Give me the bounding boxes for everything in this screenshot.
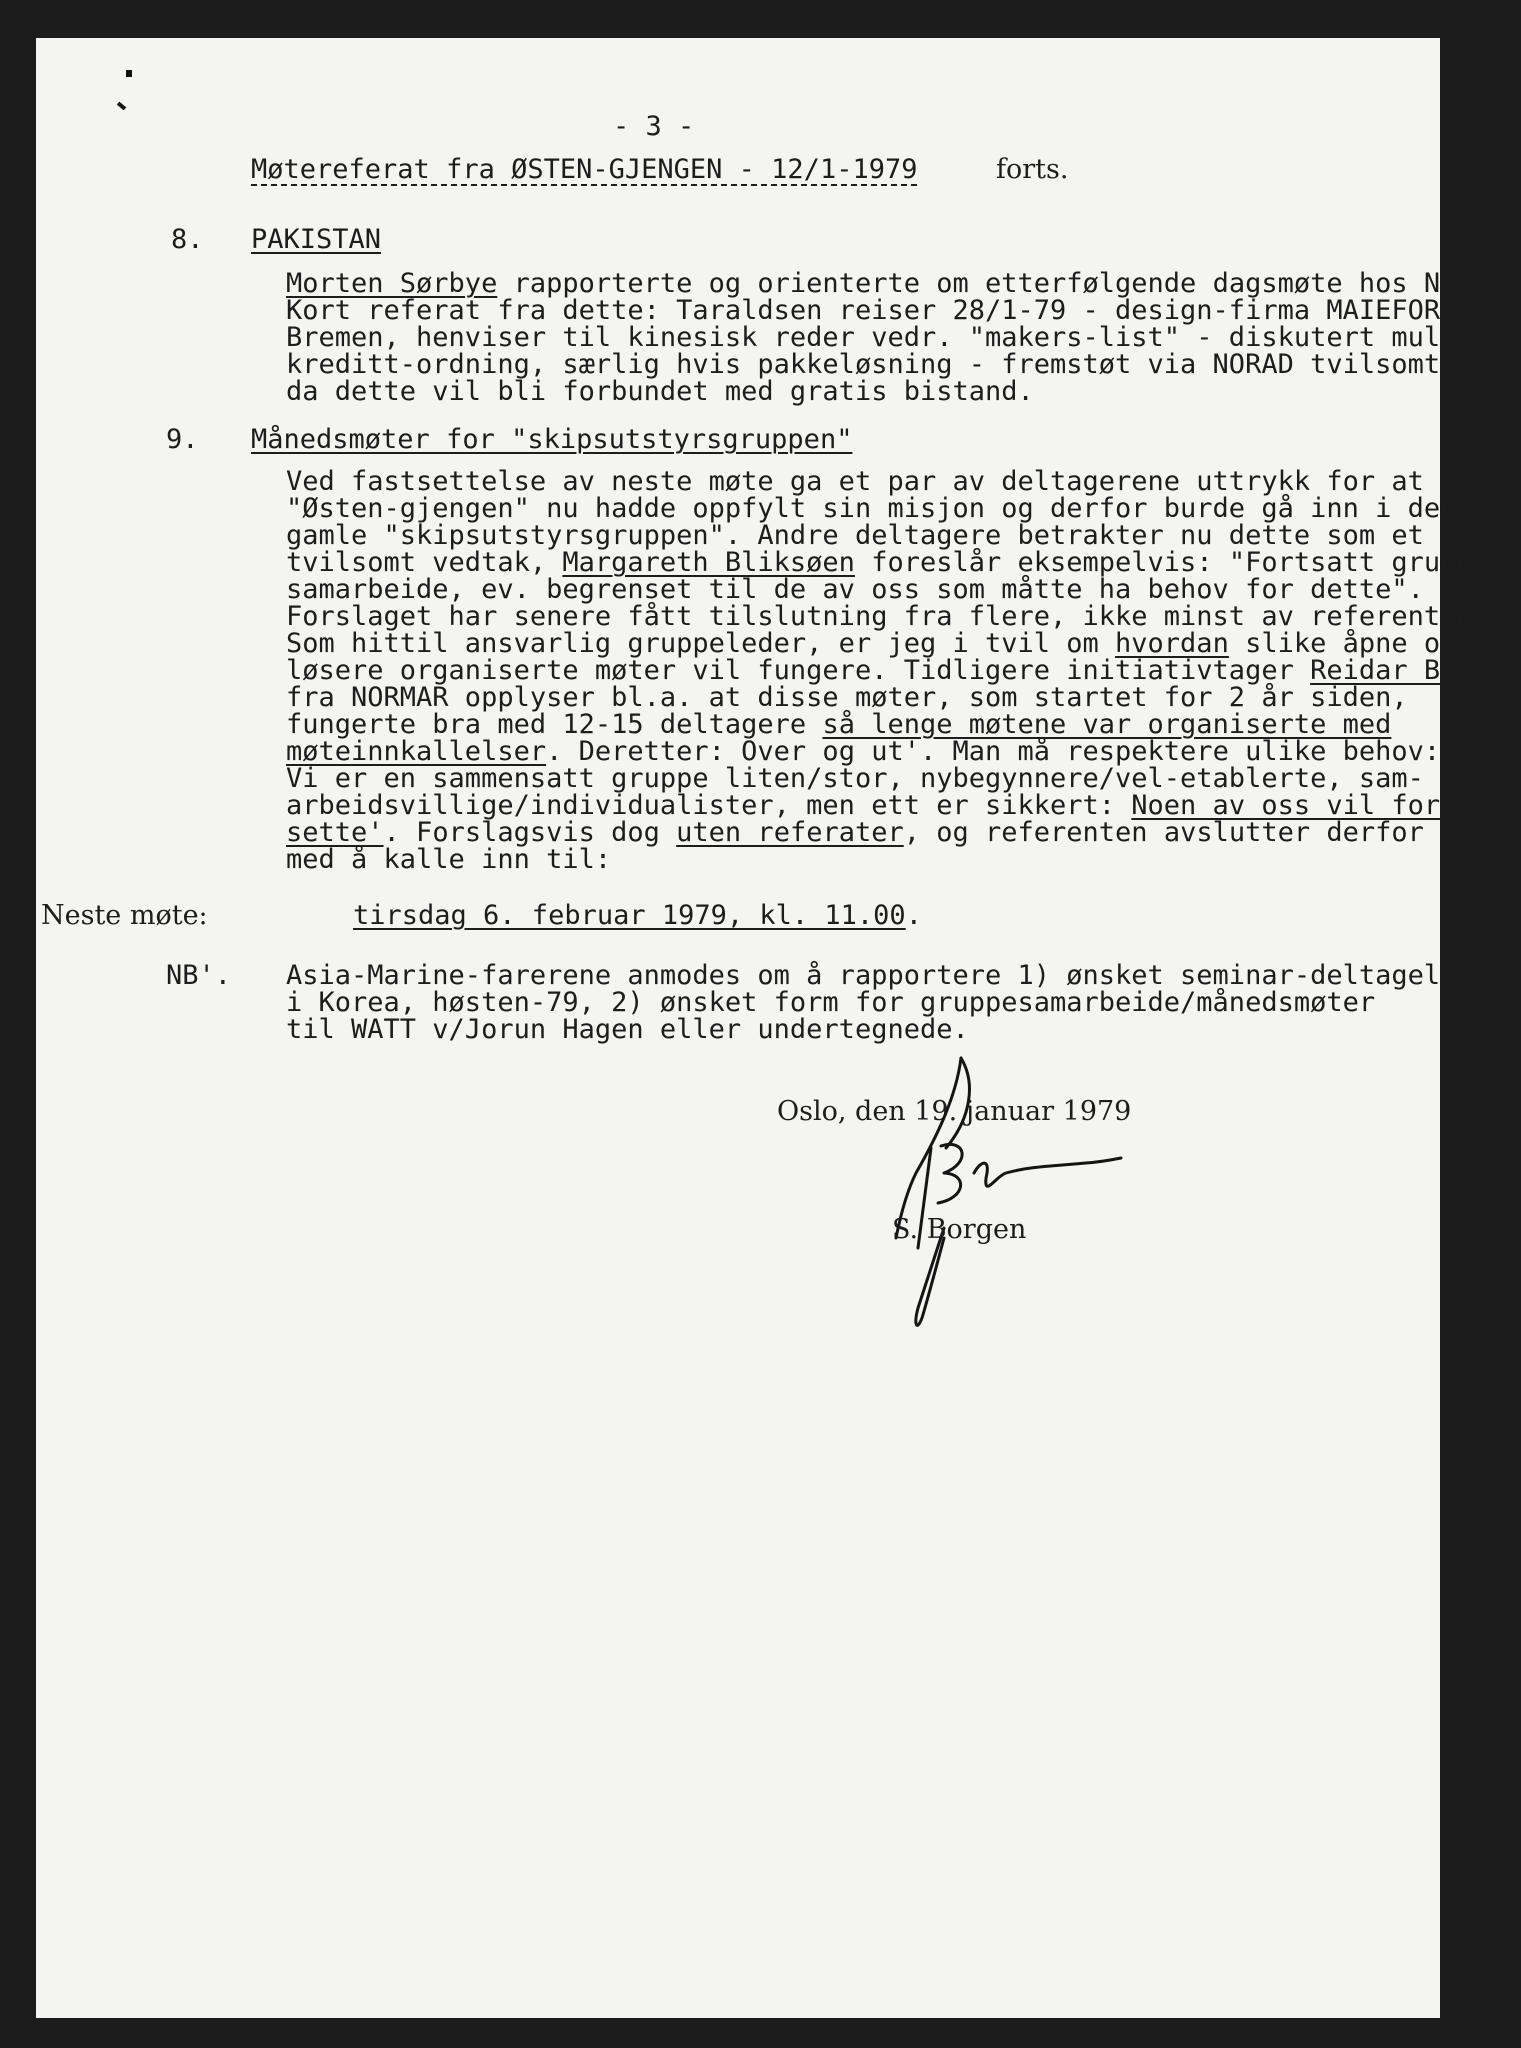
section-9-line: Ved fastsettelse av neste møte ga et par av deltagerene uttrykk for at: [286, 466, 1424, 497]
person-name: Reidar Bratli: [1310, 655, 1521, 686]
section-9-line: arbeidsvillige/individualister, men ett er sikkert: Noen av oss vil fort-: [286, 790, 1473, 821]
section-8-line: Kort referat fra dette: Taraldsen reiser 28/1-79 - design-firma MAIEFORM,: [286, 295, 1473, 326]
person-name: Morten Sørbye: [286, 268, 498, 299]
section-9-line: Vi er en sammensatt gruppe liten/stor, nybegynnere/vel-etablerte, sam-: [286, 763, 1424, 794]
scan-speck: [117, 102, 126, 111]
section-9-line: "Østen-gjengen" nu hadde oppfylt sin misjon og derfor burde gå inn i den: [286, 493, 1457, 524]
section-9-line: Som hittil ansvarlig gruppeleder, er jeg i tvil om hvordan slike åpne og: [286, 628, 1457, 659]
section-9-line: sette'. Forslagsvis dog uten referater, og referenten avslutter derfor: [286, 817, 1424, 848]
person-name: Margareth Bliksøen: [562, 547, 855, 578]
section-9-line: tvilsomt vedtak, Margareth Bliksøen foreslår eksempelvis: "Fortsatt gruppe-: [286, 547, 1506, 578]
section-8-line: da dette vil bli forbundet med gratis bistand.: [286, 376, 1034, 407]
nb-label: NB'.: [166, 960, 232, 991]
section-9-line: fungerte bra med 12-15 deltagere så lenge møtene var organiserte med: [286, 709, 1392, 740]
handwritten-signature: [856, 1038, 1156, 1338]
place-date: Oslo, den 19. januar 1979: [777, 1096, 1132, 1127]
section-9-line: løsere organiserte møter vil fungere. Tidligere initiativtager Reidar Bratli: [286, 655, 1521, 686]
nb-line: Asia-Marine-farerene anmodes om å rapportere 1) ønsket seminar-deltagelse: [286, 960, 1473, 991]
section-9-line: gamle "skipsutstyrsgruppen". Andre deltagere betrakter nu dette som et: [286, 520, 1424, 551]
next-meeting-label: Neste møte:: [41, 900, 208, 931]
section-8-line: Bremen, henviser til kinesisk reder vedr. "makers-list" - diskutert mulig: [286, 322, 1473, 353]
section-8-line: kreditt-ordning, særlig hvis pakkeløsning - fremstøt via NORAD tvilsomt: [286, 349, 1441, 380]
section-9-line: Forslaget har senere fått tilslutning fra flere, ikke minst av referenten.: [286, 601, 1489, 632]
nb-line: til WATT v/Jorun Hagen eller undertegnede.: [286, 1014, 969, 1045]
scan-speck: [126, 70, 132, 77]
nb-line: i Korea, høsten-79, 2) ønsket form for gruppesamarbeide/månedsmøter: [286, 987, 1376, 1018]
section-9-line: møteinnkallelser. Deretter: Over og ut'. Man må respektere ulike behov:: [286, 736, 1441, 767]
section-8-line: Morten Sørbye rapporterte og orienterte om etterfølgende dagsmøte hos N.E.: [286, 268, 1489, 299]
next-meeting-value: tirsdag 6. februar 1979, kl. 11.00.: [353, 900, 922, 931]
section-9-line: fra NORMAR opplyser bl.a. at disse møter, som startet for 2 år siden,: [286, 682, 1408, 713]
page-number: - 3 -: [613, 111, 695, 142]
section-9-line: samarbeide, ev. begrenset til de av oss som måtte ha behov for dette".: [286, 574, 1424, 605]
section-9-heading: Månedsmøter for "skipsutstyrsgruppen": [251, 424, 853, 455]
section-9-line: med å kalle inn til:: [286, 844, 612, 875]
signer-name: S. Borgen: [892, 1214, 1027, 1245]
section-8-number: 8.: [171, 224, 204, 255]
section-9-number: 9.: [166, 424, 199, 455]
document-page: [36, 38, 1521, 2018]
document-title: Møtereferat fra ØSTEN-GJENGEN - 12/1-1979: [251, 154, 918, 185]
section-8-heading: PAKISTAN: [251, 224, 382, 255]
continued-label: forts.: [996, 154, 1069, 185]
